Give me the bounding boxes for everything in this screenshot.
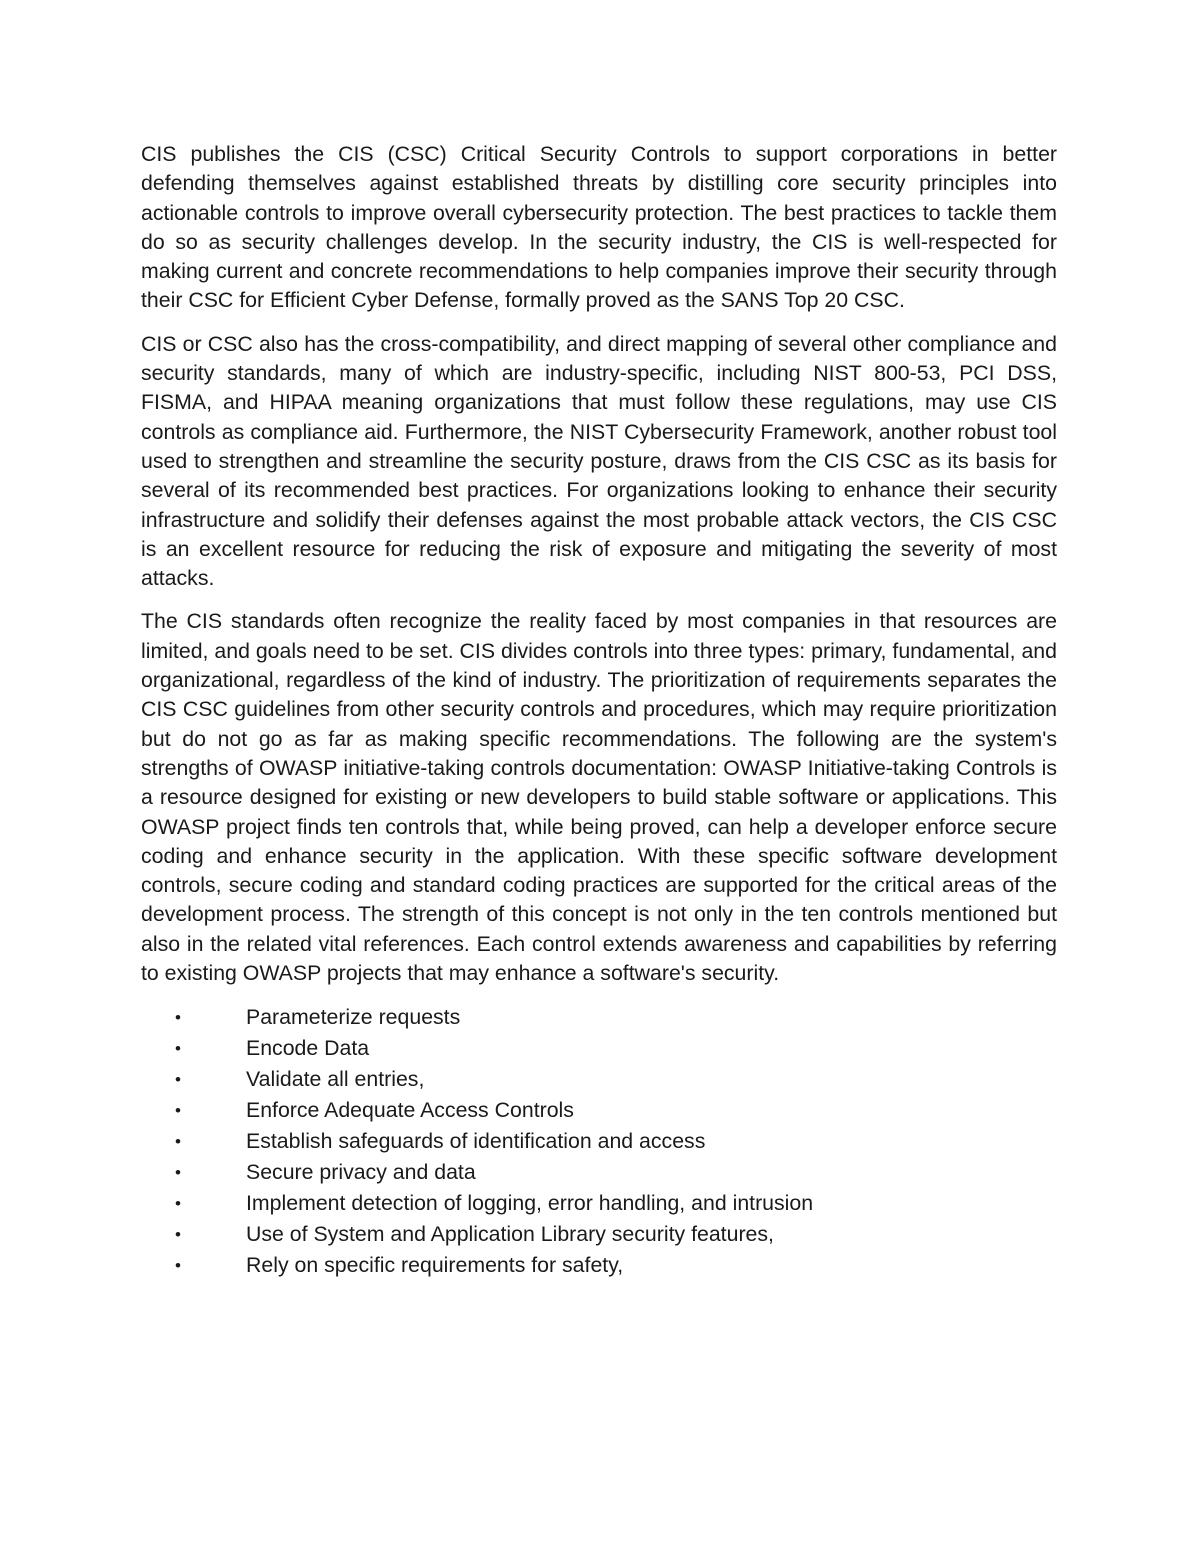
list-item-label: Implement detection of logging, error handling, and intrusion	[246, 1191, 814, 1216]
bullet-icon: •	[175, 1225, 181, 1245]
list-item	[141, 1188, 1057, 1219]
list-item-label: Use of System and Application Library security features,	[246, 1222, 774, 1247]
document-page	[141, 140, 1057, 1281]
list-item-label: Establish safeguards of identification and access	[246, 1129, 706, 1154]
list-item-label: Encode Data	[246, 1036, 370, 1061]
paragraph-cis-compatibility: CIS or CSC also has the cross-compatibility, and direct mapping of several other compliance and security standards, many of which are industry-specific, including NIST 800-53, PCI DSS, FISMA, and HIPAA meaning organizations that must follow these regulations, may use CIS controls as compliance aid. Furthermore, the NIST Cybersecurity Framework, another robust tool used to strengthen and streamline the security posture, draws from the CIS CSC as its basis for several of its recommended best practices. For organizations looking to enhance their security infrastructure and solidify their defenses against the most probable attack vectors, the CIS CSC is an excellent resource for reducing the risk of exposure and mitigating the severity of most attacks.	[141, 331, 1057, 591]
list-item	[141, 1250, 1057, 1281]
bullet-icon: •	[175, 1039, 181, 1059]
list-item	[141, 1157, 1057, 1188]
list-item-label: Rely on specific requirements for safety,	[246, 1253, 624, 1278]
owasp-controls-list	[141, 1002, 1057, 1281]
list-item	[141, 1064, 1057, 1095]
bullet-icon: •	[175, 1070, 181, 1090]
list-item-label: Secure privacy and data	[246, 1160, 476, 1185]
list-item-label: Enforce Adequate Access Controls	[246, 1098, 574, 1123]
bullet-icon: •	[175, 1132, 181, 1152]
list-item-label: Validate all entries,	[246, 1067, 425, 1092]
bullet-icon: •	[175, 1194, 181, 1214]
list-item	[141, 1095, 1057, 1126]
list-item	[141, 1033, 1057, 1064]
paragraph-cis-standards-owasp: The CIS standards often recognize the reality faced by most companies in that resources are limited, and goals need to be set. CIS divides controls into three types: primary, fundamental, and organizational, regardless of the kind of industry. The prioritization of requirements separates the CIS CSC guidelines from other security controls and procedures, which may require prioritization but do not go as far as making specific recommendations. The following are the system's strengths of OWASP initiative-taking controls documentation: OWASP Initiative-taking Controls is a resource designed for existing or new developers to build stable software or applications. This OWASP project finds ten controls that, while being proved, can help a developer enforce secure coding and enhance security in the application. With these specific software development controls, secure coding and standard coding practices are supported for the critical areas of the development process. The strength of this concept is not only in the ten controls mentioned but also in the related vital references. Each control extends awareness and capabilities by referring to existing OWASP projects that may enhance a software's security.	[141, 609, 1057, 986]
paragraph-cis-overview: CIS publishes the CIS (CSC) Critical Security Controls to support corporations in better defending themselves against established threats by distilling core security principles into actionable controls to improve overall cybersecurity protection. The best practices to tackle them do so as security challenges develop. In the security industry, the CIS is well-respected for making current and concrete recommendations to help companies improve their security through their CSC for Efficient Cyber Defense, formally proved as the SANS Top 20 CSC.	[141, 142, 1057, 313]
bullet-icon: •	[175, 1163, 181, 1183]
list-item	[141, 1219, 1057, 1250]
bullet-icon: •	[175, 1101, 181, 1121]
list-item-label: Parameterize requests	[246, 1005, 461, 1030]
list-item	[141, 1002, 1057, 1033]
list-item	[141, 1126, 1057, 1157]
bullet-icon: •	[175, 1008, 181, 1028]
bullet-icon: •	[175, 1256, 181, 1276]
